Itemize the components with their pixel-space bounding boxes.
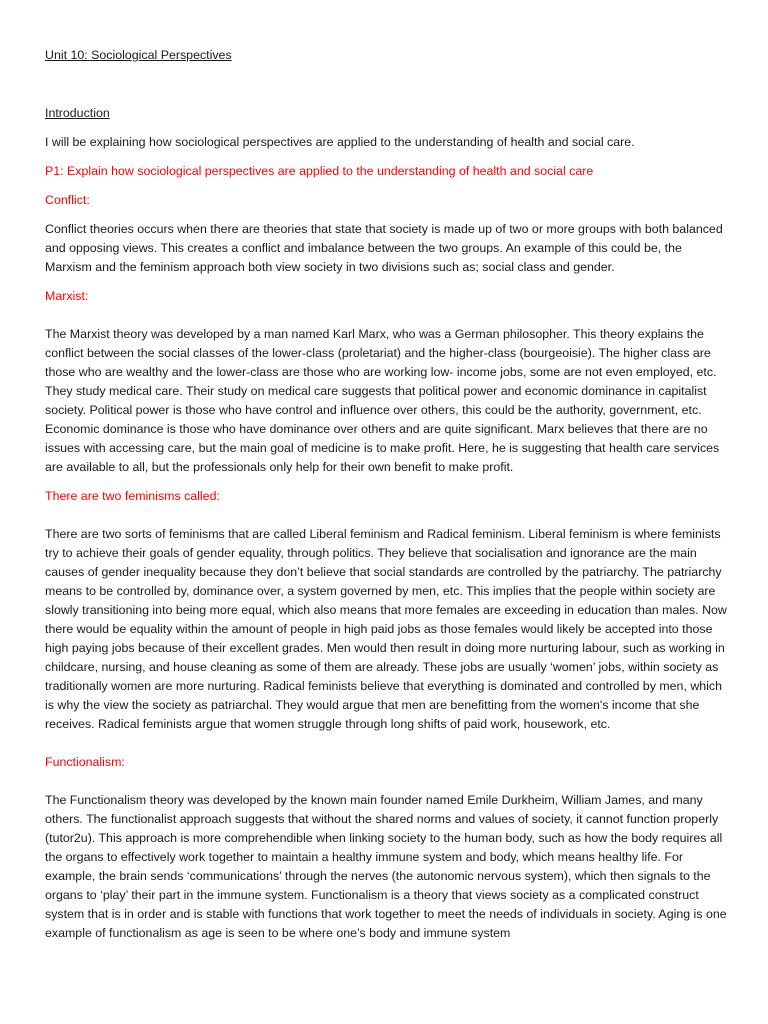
conflict-paragraph: Conflict theories occurs when there are theories that state that society is made up of two or more groups with both balanced and opposing views. This creates a conflict and imbalance between the two groups. An example of this could be, the Marxism and the feminism approach both view society in two divisions such as; social class and gender.: [45, 222, 723, 274]
document-title: Unit 10: Sociological Perspectives: [45, 48, 232, 62]
p1-heading: P1: Explain how sociological perspectives are applied to the understanding of health and social care: [45, 164, 594, 178]
marxist-heading: Marxist:: [45, 289, 89, 303]
introduction-heading: Introduction: [45, 106, 110, 120]
introduction-text: I will be explaining how sociological perspectives are applied to the understanding of health and social care.: [45, 135, 635, 149]
marxist-paragraph: The Marxist theory was developed by a man named Karl Marx, who was a German philosopher. This theory explains the conflict between the social classes of the lower-class (proletariat) and the higher-class (bourgeoisie). The higher class are those who are wealthy and the lower-class are those who are working low- income jobs, some are not even employed, etc. They study medical care. Their study on medical care suggests that political power and economic dominance in capitalist society. Political power is those who have control and influence over others, this could be the authority, government, etc. Economic dominance is those who have dominance over others and are quite significant. Marx believes that there are no issues with accessing care, but the main goal of medicine is to make profit. Here, he is suggesting that health care services are available to all, but the professionals only help for their own benefit to make profit.: [45, 327, 720, 474]
feminism-heading: There are two feminisms called:: [45, 489, 220, 503]
feminism-paragraph: There are two sorts of feminisms that are called Liberal feminism and Radical feminism. Liberal feminism is where feminists try to achieve their goals of gender equality, through politics. They believe that socialisation and ignorance are the main causes of gender inequality because they don’t believe that social standards are controlled by the patriarchy. The patriarchy means to be controlled by, dominance over, a system governed by men, etc. This implies that the people within society are slowly transitioning into being more equal, which also means that more females are exceeding in education than males. Now there would be equality within the amount of people in high paid jobs as those females would likely be accepted into those high paying jobs because of their excellent grades. Men would then result in doing more nurturing labour, such as working in childcare, nursing, and house cleaning as some of them are already. These jobs are usually ‘women’ jobs, within society as traditionally women are more nurturing. Radical feminists believe that everything is dominated and controlled by men, which is why the view the society as patriarchal. They would argue that men are benefitting from the women's income that she receives. Radical feminists argue that women struggle through long shifts of paid work, housework, etc.: [45, 527, 727, 731]
conflict-heading: Conflict:: [45, 193, 90, 207]
functionalism-paragraph: The Functionalism theory was developed by the known main founder named Emile Durkheim, William James, and many others. The functionalist approach suggests that without the shared norms and values of society, it cannot function properly (tutor2u). This approach is more comprehendible when linking society to the human body, such as how the body requires all the organs to effectively work together to maintain a healthy immune system and body, which means healthy life. For example, the brain sends ‘communications’ through the nerves (the autonomic nervous system), which then signals to the organs to ‘play’ their part in the immune system. Functionalism is a theory that views society as a complicated construct system that is in order and is stable with functions that work together to meet the needs of individuals in society. Aging is one example of functionalism as age is seen to be where one’s body and immune system: [45, 793, 727, 940]
functionalism-heading: Functionalism:: [45, 755, 125, 769]
